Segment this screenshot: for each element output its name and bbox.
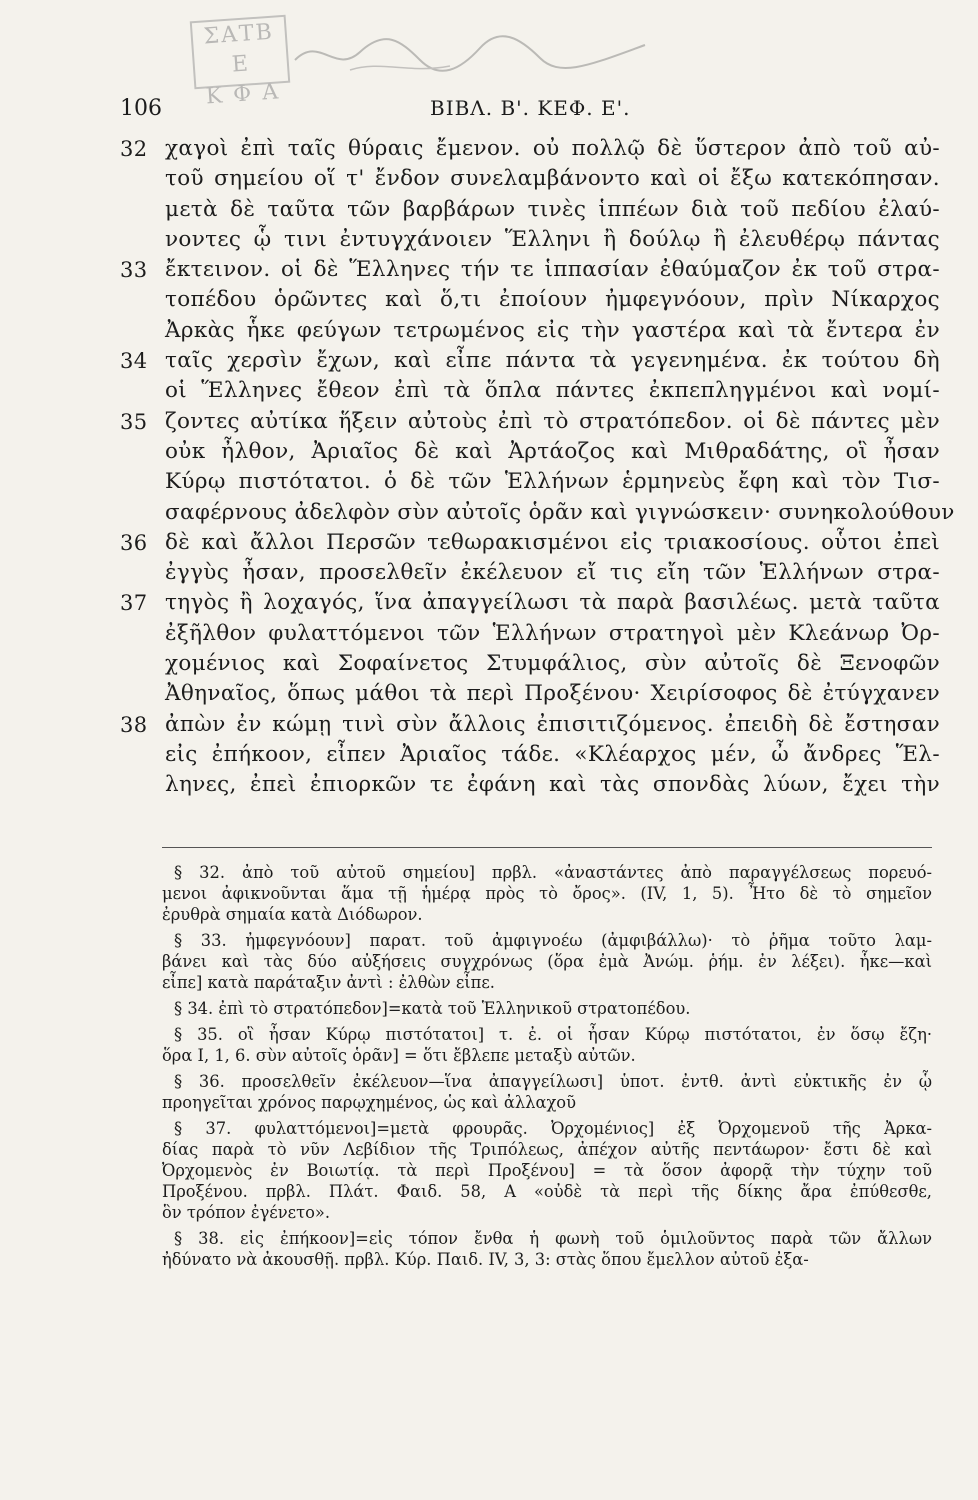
line-text: τοῦ σημείου οἵ τ' ἔνδον συνελαμβάνοντο καὶ οἱ ἔξω κατεκόπησαν.	[165, 166, 940, 192]
text-line	[120, 407, 940, 437]
text-line	[120, 679, 940, 709]
text-line	[120, 376, 940, 406]
text-line	[120, 225, 940, 255]
line-text: οἱ Ἕλληνες ἔθεον ἐπὶ τὰ ὅπλα πάντες ἐκπεπληγμένοι καὶ νομί-	[165, 378, 940, 404]
footnote-line: § 37. φυλαττόμενοι]=μετὰ φρουρᾶς. Ὀρχομένιος] ἐξ Ὀρχομενοῦ τῆς Ἀρκα-	[174, 1119, 932, 1138]
text-line	[120, 770, 940, 800]
text-line	[120, 558, 940, 588]
line-text: δὲ καὶ ἄλλοι Περσῶν τεθωρακισμένοι εἰς τριακοσίους. οὗτοι ἐπεὶ	[165, 529, 940, 555]
section-number: 36	[120, 530, 148, 555]
footnote-line: Ὀρχομενὸς ἐν Βοιωτίᾳ. τὰ περὶ Προξένου] = τὰ ὅσον ἀφορᾷ τὴν τύχην τοῦ	[162, 1161, 932, 1180]
line-text: Κύρῳ πιστότατοι. ὁ δὲ τῶν Ἑλλήνων ἑρμηνεὺς ἔφη καὶ τὸν Τισ-	[165, 469, 940, 495]
footnote-line: ὅρα I, 1, 6. σὺν αὐτοῖς ὁρᾶν] = ὅτι ἔβλεπε μεταξὺ αὐτῶν.	[162, 1046, 636, 1065]
footnote-line: § 38. εἰς ἐπήκοον]=εἰς τόπον ἔνθα ἡ φωνὴ τοῦ ὁμιλοῦντος παρὰ τῶν ἄλλων	[174, 1229, 932, 1248]
line-text: τοπέδου ὁρῶντες καὶ ὅ,τι ἐποίουν ἠμφεγνόουν, πρὶν Νίκαρχος	[165, 287, 940, 313]
text-line	[120, 467, 940, 497]
footnote-line: Προξένου. πρβλ. Πλάτ. Φαιδ. 58, A «οὐδὲ τὰ περὶ τῆς δίκης ἄρα ἐπύθεσθε,	[162, 1182, 932, 1201]
line-text: νοντες ᾧ τινι ἐντυγχάνοιεν Ἕλληνι ἢ δούλῳ ἢ ἐλευθέρῳ πάντας	[165, 226, 940, 252]
footnote-line: § 34. ἐπὶ τὸ στρατόπεδον]=κατὰ τοῦ Ἑλληνικοῦ στρατοπέδου.	[174, 999, 691, 1018]
main-text	[120, 134, 955, 801]
section-number: 37	[120, 591, 148, 616]
line-text: οὐκ ἦλθον, Ἀριαῖος δὲ καὶ Ἀρτάοζος καὶ Μιθραδάτης, οἳ ἦσαν	[165, 438, 940, 464]
text-line	[120, 710, 940, 740]
line-text: ληνες, ἐπεὶ ἐπιορκῶν τε ἐφάνη καὶ τὰς σπονδὰς λύων, ἔχει τὴν	[165, 772, 940, 798]
line-text: μετὰ δὲ ταῦτα τῶν βαρβάρων τινὲς ἱππέων διὰ τοῦ πεδίου ἐλαύ-	[165, 196, 940, 222]
footnote-line: ἠδύνατο νὰ ἀκουσθῇ. πρβλ. Κύρ. Παιδ. IV, 3, 3: στὰς ὅπου ἔμελλον αὐτοῦ ἐξα-	[162, 1250, 809, 1269]
page-number: 106	[120, 96, 162, 121]
text-line	[120, 255, 940, 285]
library-stamp	[190, 15, 291, 110]
text-line	[120, 285, 940, 315]
section-number: 33	[120, 258, 148, 283]
footnote-line: ὃν τρόπον ἐγένετο».	[162, 1203, 331, 1222]
footnote	[162, 862, 932, 930]
line-text: ταῖς χερσὶν ἔχων, καὶ εἶπε πάντα τὰ γεγενημένα. ἐκ τούτου δὴ	[165, 348, 940, 374]
text-line	[120, 619, 940, 649]
line-text: ζοντες αὐτίκα ἥξειν αὐτοὺς ἐπὶ τὸ στρατόπεδον. οἱ δὲ πάντες μὲν	[165, 408, 940, 434]
stamp-line-2: Κ Φ Α	[204, 79, 281, 110]
text-line	[120, 164, 940, 194]
footnote-line: προηγεῖται χρόνος παρῳχημένος, ὡς καὶ ἀλλαχοῦ	[162, 1093, 577, 1112]
line-text: Ἀρκὰς ἧκε φεύγων τετρωμένος εἰς τὴν γαστέρα καὶ τὰ ἔντερα ἐν	[165, 317, 940, 343]
section-number: 32	[120, 137, 148, 161]
footnotes	[162, 862, 932, 1275]
footnote	[162, 1118, 932, 1228]
footnote	[162, 1228, 932, 1275]
line-text: ἔκτεινον. οἱ δὲ Ἕλληνες τήν τε ἱππασίαν ἐθαύμαζον ἐκ τοῦ στρα-	[165, 257, 940, 283]
line-text: ἀπὼν ἐν κώμῃ τινὶ σὺν ἄλλοις ἐπισιτιζόμενος. ἐπειδὴ δὲ ἔστησαν	[165, 711, 940, 737]
text-line	[120, 649, 940, 679]
line-text: χαγοὶ ἐπὶ ταῖς θύραις ἔμενον. οὐ πολλῷ δὲ ὕστερον ἀπὸ τοῦ αὐ-	[165, 136, 940, 161]
footnote-line: ἐρυθρὰ σημαία κατὰ Διόδωρον.	[162, 905, 423, 924]
footnote-line: § 35. οἳ ἦσαν Κύρῳ πιστότατοι] τ. ἐ. οἱ ἦσαν Κύρῳ πιστότατοι, ἐν ὅσῳ ἔζη·	[174, 1025, 932, 1044]
section-number: 35	[120, 409, 148, 434]
footnote	[162, 998, 932, 1024]
line-text: ἐξῆλθον φυλαττόμενοι τῶν Ἑλλήνων στρατηγοὶ μὲν Κλεάνωρ Ὀρ-	[165, 620, 940, 646]
text-line	[120, 346, 940, 376]
page-header	[120, 96, 940, 126]
line-text: τηγὸς ἢ λοχαγός, ἵνα ἀπαγγείλωσι τὰ παρὰ βασιλέως. μετὰ ταῦτα	[165, 590, 940, 616]
section-number: 38	[120, 712, 148, 737]
line-text: Ἀθηναῖος, ὅπως μάθοι τὰ περὶ Προξένου· Χειρίσοφος δὲ ἐτύγχανεν	[165, 681, 940, 707]
text-line	[120, 498, 955, 528]
text-line	[120, 588, 940, 618]
text-line	[120, 528, 940, 558]
text-line	[120, 437, 940, 467]
footnote	[162, 1024, 932, 1071]
footnote-line: § 32. ἀπὸ τοῦ αὐτοῦ σημείου] πρβλ. «ἀναστάντες ἀπὸ παραγγέλσεως πορευό-	[174, 863, 932, 882]
stamp-line-1: ΣΑΤΒ Ε	[202, 19, 275, 78]
footnote	[162, 1071, 932, 1118]
footnote	[162, 930, 932, 998]
line-text: εἰς ἐπήκοον, εἶπεν Ἀριαῖος τάδε. «Κλέαρχος μέν, ὦ ἄνδρες Ἕλ-	[165, 741, 940, 767]
running-head: ΒΙΒΛ. Β'. ΚΕΦ. Ε'.	[430, 96, 631, 120]
text-line	[120, 316, 940, 346]
footnote-rule	[162, 847, 932, 848]
line-text: χομένιος καὶ Σοφαίνετος Στυμφάλιος, σὺν αὐτοῖς δὲ Ξενοφῶν	[165, 651, 940, 677]
text-line	[120, 740, 940, 770]
line-text: ἐγγὺς ἦσαν, προσελθεῖν ἐκέλευον εἴ τις εἴη τῶν Ἑλλήνων στρα-	[165, 560, 940, 586]
text-line	[120, 134, 940, 164]
footnote-line: μενοι ἀφικνοῦνται ἅμα τῇ ἡμέρᾳ πρὸς τὸ ὄρος». (IV, 1, 5). Ἦτο δὲ τὸ σημεῖον	[162, 884, 932, 903]
line-text: σαφέρνους ἀδελφὸν σὺν αὐτοῖς ὁρᾶν καὶ γιγνώσκειν· συνηκολούθουν	[165, 499, 955, 525]
handwritten-signature	[290, 30, 650, 80]
footnote-line: δίας παρὰ τὸ νῦν Λεβίδιον τῆς Τριπόλεως, ἀπέχον αὐτῆς πεντάωρον· ἔστι δὲ καὶ	[162, 1140, 932, 1159]
footnote-line: § 33. ἠμφεγνόουν] παρατ. τοῦ ἀμφιγνοέω (ἀμφιβάλλω)· τὸ ῥῆμα τοῦτο λαμ-	[174, 931, 932, 950]
footnote-line: βάνει καὶ τὰς δύο αὐξήσεις συγχρόνως (ὅρα ἐμὰ Ἀνώμ. ῥήμ. ἐν λέξει). ἧκε—καὶ	[162, 952, 932, 971]
footnote-line: § 36. προσελθεῖν ἐκέλευον—ἵνα ἀπαγγείλωσι] ὑποτ. ἐντθ. ἀντὶ εὐκτικῆς ἐν ᾧ	[174, 1072, 932, 1091]
footnote-line: εἶπε] κατὰ παράταξιν ἀντὶ : ἐλθὼν εἶπε.	[162, 973, 495, 992]
text-line	[120, 195, 940, 225]
section-number: 34	[120, 349, 148, 374]
